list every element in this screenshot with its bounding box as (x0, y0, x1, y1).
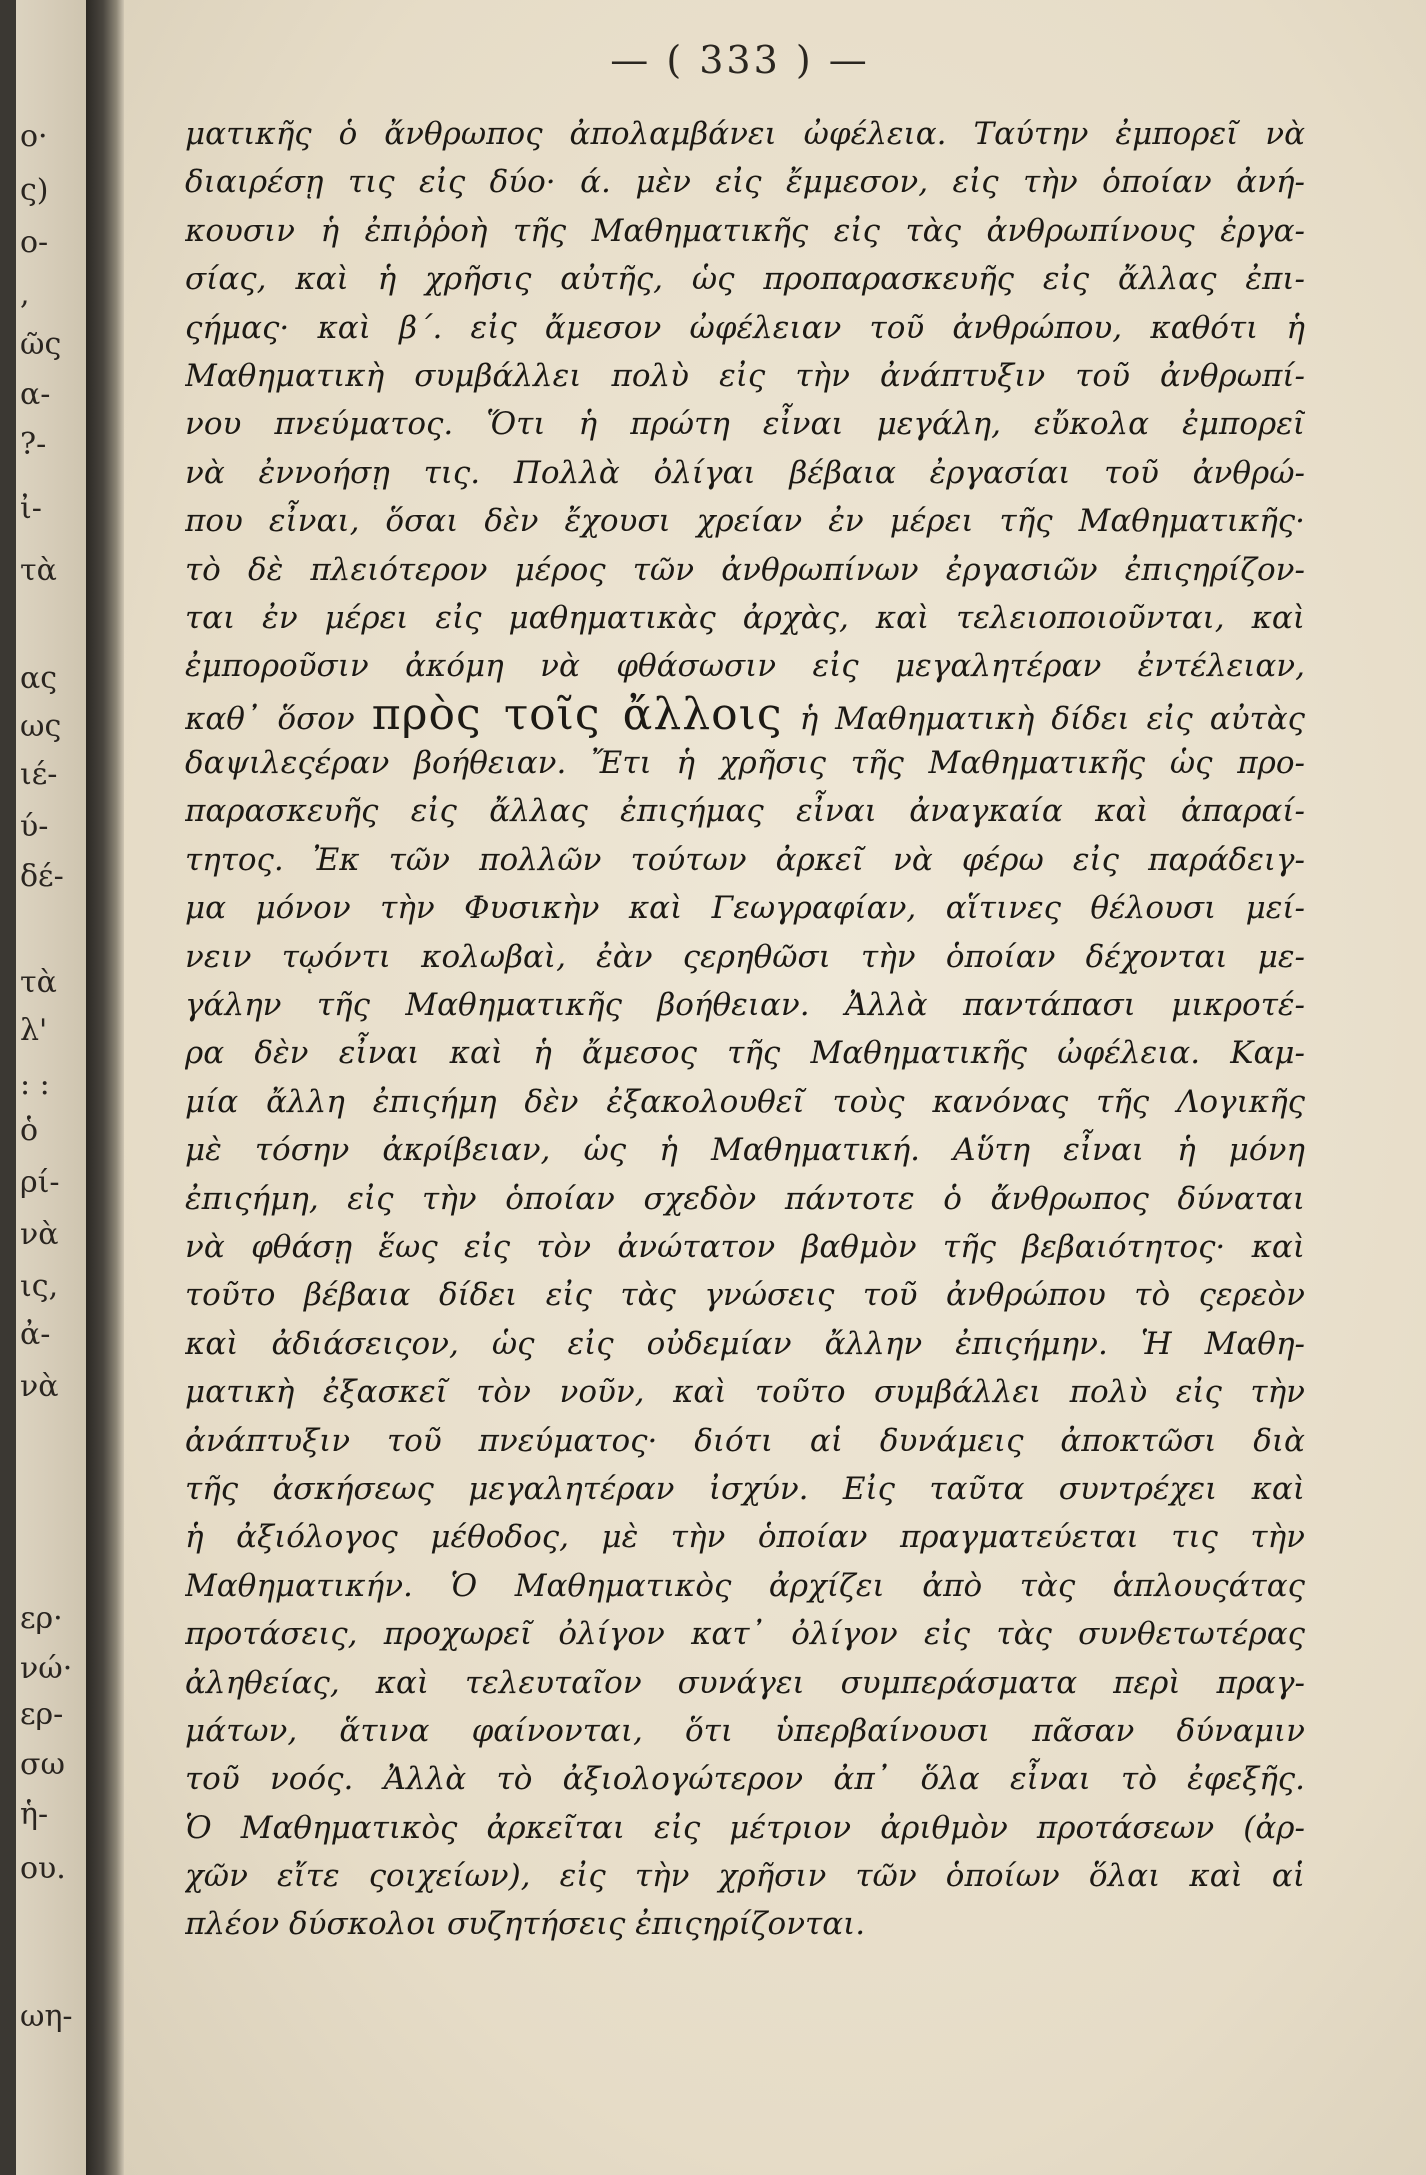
text-line: ματικῆς ὁ ἄνθρωπος ἀπολαμβάνει ὠφέλεια. Ταύτην ἐμπορεῖ νὰ (185, 116, 1305, 152)
text-line: Μαθηματικήν. Ὁ Μαθηματικὸς ἀρχίζει ἀπὸ τὰς ἁπλουςάτας (185, 1567, 1305, 1604)
facing-page-margin (16, 0, 86, 2175)
text-line: τῆς ἀσκήσεως μεγαλητέραν ἰσχύν. Εἰς ταῦτα συντρέχει καὶ (185, 1470, 1305, 1507)
margin-fragment: ς) (20, 173, 49, 208)
text-line: ἡ ἀξιόλογος μέθοδος, μὲ τὴν ὁποίαν πραγματεύεται τις τὴν (185, 1519, 1305, 1556)
text-line: δαψιλεςέραν βοήθειαν. Ἔτι ἡ χρῆσις τῆς Μαθηματικῆς ὡς προ- (185, 745, 1305, 782)
text-line: προτάσεις, προχωρεῖ ὀλίγον κατ᾽ ὀλίγον εἰς τὰς συνθετωτέρας (185, 1616, 1305, 1653)
text-line: μὲ τόσην ἀκρίβειαν, ὡς ἡ Μαθηματική. Αὕτη εἶναι ἡ μόνη (185, 1132, 1305, 1169)
text-line: νὰ ἐννοήσῃ τις. Πολλὰ ὀλίγαι βέβαια ἐργασίαι τοῦ ἀνθρώ- (185, 454, 1305, 491)
text-line: γάλην τῆς Μαθηματικῆς βοήθειαν. Ἀλλὰ παντάπασι μικροτέ- (185, 987, 1305, 1024)
margin-fragment: ρί- (20, 1165, 60, 1200)
text-line: Ὁ Μαθηματικὸς ἀρκεῖται εἰς μέτριον ἀριθμὸν προτάσεων (ἀρ- (185, 1809, 1305, 1846)
margin-fragment: ?- (20, 427, 47, 462)
margin-fragment: ο- (20, 225, 49, 260)
text-line: σίας, καὶ ἡ χρῆσις αὐτῆς, ὡς προπαρασκευῆς εἰς ἄλλας ἐπι- (185, 261, 1305, 298)
margin-fragment: ἰ- (20, 491, 42, 526)
text-line: καὶ ἀδιάσειςον, ὡς εἰς οὐδεμίαν ἄλλην ἐπιςήμην. Ἡ Μαθη- (185, 1325, 1305, 1362)
margin-fragment: νὰ (20, 1369, 59, 1404)
margin-fragment: ο· (20, 119, 48, 154)
text-line: ρα δὲν εἶναι καὶ ἡ ἄμεσος τῆς Μαθηματικῆς ὠφέλεια. Καμ- (185, 1035, 1305, 1072)
margin-fragment: α- (20, 377, 51, 412)
text-line: ἀνάπτυξιν τοῦ πνεύματος· διότι αἱ δυνάμεις ἀποκτῶσι διὰ (185, 1422, 1305, 1459)
margin-fragment: , (20, 277, 30, 312)
margin-fragment: ις, (20, 1269, 59, 1304)
text-line: μία ἄλλη ἐπιςήμη δὲν ἐξακολουθεῖ τοὺς κανόνας τῆς Λογικῆς (185, 1083, 1305, 1120)
text-line: χῶν εἴτε ςοιχείων), εἰς τὴν χρῆσιν τῶν ὁποίων ὅλαι καὶ αἱ (185, 1858, 1305, 1895)
text-line: μάτων, ἅτινα φαίνονται, ὅτι ὑπερβαίνουσι πᾶσαν δύναμιν (185, 1712, 1305, 1749)
text-line: τητος. Ἐκ τῶν πολλῶν τούτων ἀρκεῖ νὰ φέρω εἰς παράδειγ- (185, 841, 1305, 878)
margin-fragment: δέ- (20, 859, 64, 894)
margin-fragment: ας (20, 661, 58, 696)
margin-fragment: ωη- (20, 1999, 73, 2034)
margin-fragment: ἀ- (20, 1317, 51, 1352)
margin-fragment: ῶς (20, 327, 62, 362)
book-outer-edge (0, 0, 16, 2175)
text-line: τοῦτο βέβαια δίδει εἰς τὰς γνώσεις τοῦ ἀνθρώπου τὸ ςερεὸν (185, 1277, 1305, 1314)
margin-fragment: τὰ (20, 965, 57, 1000)
margin-fragment: ως (20, 709, 62, 744)
book-gutter (86, 0, 124, 2175)
text-line: μα μόνον τὴν Φυσικὴν καὶ Γεωγραφίαν, αἵτινες θέλουσι μεί- (185, 890, 1305, 927)
page-number: — ( 333 ) — (610, 38, 870, 82)
margin-fragment: ου. (20, 1851, 66, 1886)
text-line: νειν τῳόντι κολωβαὶ, ἐὰν ςερηθῶσι τὴν ὁποίαν δέχονται με- (185, 938, 1305, 975)
text-line: παρασκευῆς εἰς ἄλλας ἐπιςήμας εἶναι ἀναγκαία καὶ ἀπαραί- (185, 793, 1305, 830)
margin-fragment: ερ- (20, 1697, 64, 1732)
text-line: νου πνεύματος. Ὅτι ἡ πρώτη εἶναι μεγάλη, εὔκολα ἐμπορεῖ (185, 406, 1305, 443)
body-text (185, 110, 1305, 1949)
margin-fragment: ὁ (20, 1113, 39, 1148)
text-line: Μαθηματικὴ συμβάλλει πολὺ εἰς τὴν ἀνάπτυξιν τοῦ ἀνθρωπί- (185, 357, 1305, 394)
line-text-after: ἡ Μαθηματικὴ δίδει εἰς αὐτὰς (782, 700, 1305, 737)
text-line: πλέον δύσκολοι συζητήσεις ἐπιςηρίζονται. (185, 1906, 866, 1943)
text-line: τὸ δὲ πλειότερον μέρος τῶν ἀνθρωπίνων ἐργασιῶν ἐπιςηρίζον- (185, 551, 1305, 588)
text-line-emphasis (185, 691, 1305, 739)
emphasized-phrase: πρὸς τοῖς ἄλλοις (371, 690, 783, 740)
text-line: ςήμας· καὶ β΄. εἰς ἄμεσον ὠφέλειαν τοῦ ἀνθρώπου, καθότι ἡ (185, 309, 1305, 346)
margin-fragment: ύ- (20, 809, 49, 844)
text-line: που εἶναι, ὅσαι δὲν ἔχουσι χρείαν ἐν μέρει τῆς Μαθηματικῆς· (185, 503, 1305, 540)
text-line: νὰ φθάσῃ ἕως εἰς τὸν ἀνώτατον βαθμὸν τῆς βεβαιότητος· καὶ (185, 1228, 1305, 1265)
text-line: τοῦ νοός. Ἀλλὰ τὸ ἀξιολογώτερον ἀπ᾽ ὅλα εἶναι τὸ ἐφεξῆς. (185, 1761, 1305, 1798)
margin-fragment: νὰ (20, 1217, 59, 1252)
text-line: ται ἐν μέρει εἰς μαθηματικὰς ἀρχὰς, καὶ τελειοποιοῦνται, καὶ (185, 599, 1305, 636)
text-line: ἀληθείας, καὶ τελευταῖον συνάγει συμπεράσματα περὶ πραγ- (185, 1664, 1305, 1701)
margin-fragment: τὰ (20, 553, 57, 588)
line-text-before: καθ᾽ ὅσον (185, 700, 372, 737)
margin-fragment: νώ· (20, 1651, 73, 1686)
margin-fragment: : : (20, 1067, 50, 1102)
margin-fragment: σω (20, 1747, 65, 1782)
margin-fragment: ἡ- (20, 1797, 49, 1832)
text-line: ἐμποροῦσιν ἀκόμη νὰ φθάσωσιν εἰς μεγαλητέραν ἐντέλειαν, (185, 648, 1305, 685)
text-line: ἐπιςήμη, εἰς τὴν ὁποίαν σχεδὸν πάντοτε ὁ ἄνθρωπος δύναται (185, 1180, 1305, 1217)
text-line: ματικὴ ἐξασκεῖ τὸν νοῦν, καὶ τοῦτο συμβάλλει πολὺ εἰς τὴν (185, 1374, 1305, 1411)
margin-fragment: ερ· (20, 1601, 63, 1636)
text-line: διαιρέσῃ τις εἰς δύο· ά. μὲν εἰς ἔμμεσον, εἰς τὴν ὁποίαν ἀνή- (185, 164, 1305, 201)
margin-fragment: ιέ- (20, 757, 58, 792)
text-line: κουσιν ἡ ἐπιῤῥοὴ τῆς Μαθηματικῆς εἰς τὰς ἀνθρωπίνους ἐργα- (185, 212, 1305, 249)
margin-fragment: λ' (20, 1013, 48, 1048)
